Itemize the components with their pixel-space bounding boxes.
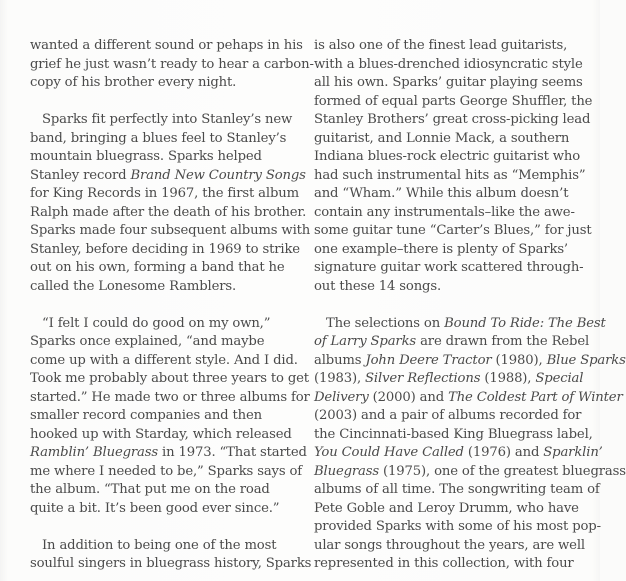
body-text: out on his own, forming a band that he [30, 260, 285, 275]
text-line [30, 352, 300, 371]
paragraph-spacer [30, 518, 300, 537]
body-text: Ralph made after the death of his brother. [30, 204, 307, 220]
body-text: Stanley Brothers’ great cross-picking lead [314, 112, 591, 127]
text-line [314, 167, 584, 186]
text-line [314, 185, 584, 204]
body-text: (2000) and [368, 389, 449, 405]
body-text: formed of equal parts George Shuffler, the [314, 93, 593, 109]
italic-title-text: Sparklin’ [543, 445, 603, 460]
body-text: Indiana blues-rock electric guitarist who [314, 149, 581, 164]
text-line [30, 259, 300, 278]
text-line [314, 148, 584, 167]
text-line [314, 389, 623, 408]
body-text: copy of his brother every night. [30, 75, 237, 90]
text-line [30, 389, 310, 408]
text-line [30, 204, 307, 223]
paragraph [314, 315, 626, 574]
body-text: one example–there is plenty of Sparks’ [314, 241, 568, 257]
text-line [314, 222, 592, 241]
text-line [30, 278, 300, 297]
body-text: soulful singers in bluegrass history, Sparks [30, 556, 312, 571]
text-line [314, 259, 584, 278]
body-text: come up with a different style. And I did. [30, 352, 298, 368]
body-text: had such instrumental hits as “Memphis” [314, 167, 586, 183]
text-line [30, 111, 300, 130]
body-text: (1976) and [463, 445, 544, 460]
text-line [314, 37, 584, 56]
body-text: wanted a different sound or pehaps in his [30, 38, 303, 53]
text-line [314, 130, 584, 149]
text-line [30, 444, 307, 463]
italic-title-text: Special [535, 371, 584, 386]
text-line [314, 241, 584, 260]
body-text: the Cincinnati-based King Bluegrass label, [314, 426, 593, 442]
body-text: (1988), [480, 371, 536, 386]
text-line [30, 74, 300, 93]
text-line [30, 185, 300, 204]
body-text: some guitar tune “Carter’s Blues,” for just [314, 223, 592, 238]
body-text: In addition to being one of the most [42, 537, 277, 553]
body-text: quite a bit. It’s been good ever since.” [30, 500, 280, 516]
text-line [314, 555, 584, 574]
body-text: grief he just wasn’t ready to hear a carbon- [30, 56, 314, 72]
paragraph [30, 37, 314, 93]
text-line [314, 407, 584, 426]
text-line [314, 204, 584, 223]
text-line [314, 370, 584, 389]
body-text: the album. “That put me on the road [30, 482, 270, 497]
text-line [30, 315, 300, 334]
italic-title-text: John Deere Tractor [365, 352, 492, 368]
body-text: for King Records in 1967, the first album [30, 186, 299, 201]
text-line [30, 426, 300, 445]
text-line [314, 333, 590, 352]
body-text: Took me probably about three years to get [30, 371, 309, 386]
italic-title-text: Blue Sparks [546, 352, 626, 368]
body-text: represented in this collection, with four [314, 556, 574, 571]
body-text: mountain bluegrass. Sparks helped [30, 149, 262, 164]
body-text: in 1973. “That started [158, 445, 307, 460]
paragraph [30, 537, 312, 574]
body-text: provided Sparks with some of his most pop- [314, 519, 601, 534]
paragraph-spacer [30, 93, 300, 112]
text-line [314, 315, 606, 334]
text-line [30, 537, 300, 556]
text-line [314, 93, 593, 112]
body-text: albums of all time. The songwriting team of [314, 482, 600, 497]
italic-title-text: Ramblin’ Bluegrass [30, 445, 159, 460]
paragraph [314, 37, 593, 296]
body-text: albums [314, 352, 366, 368]
body-text: (1983), [314, 371, 366, 386]
text-line [30, 37, 303, 56]
text-line [314, 74, 584, 93]
text-line [314, 518, 601, 537]
text-line [30, 463, 303, 482]
body-text: all his own. Sparks’ guitar playing seems [314, 75, 583, 90]
text-line [30, 407, 300, 426]
italic-title-text: The Coldest Part of Winter [448, 389, 623, 405]
right-column [314, 37, 626, 574]
body-text: (1980), [491, 352, 547, 368]
body-text: and “Wham.” While this album doesn’t [314, 186, 569, 201]
text-line [314, 500, 584, 519]
text-line [314, 481, 600, 500]
italic-title-text: of Larry Sparks [314, 334, 417, 349]
paragraph [30, 111, 311, 296]
text-line [30, 130, 300, 149]
body-text: ular songs throughout the years, are well [314, 537, 585, 553]
italic-title-text: Bound To Ride: The Best [444, 315, 606, 331]
text-line [314, 278, 584, 297]
text-line [30, 500, 300, 519]
paragraph-spacer [314, 296, 584, 315]
body-text: Sparks once explained, “and maybe [30, 334, 265, 349]
text-line [30, 333, 300, 352]
text-line [30, 222, 311, 241]
body-text: guitarist, and Lonnie Mack, a southern [314, 130, 570, 146]
body-text: hooked up with Starday, which released [30, 426, 292, 442]
body-text: Stanley, before deciding in 1969 to strike [30, 241, 300, 257]
body-text: The selections on [326, 315, 445, 331]
text-line [314, 111, 591, 130]
text-line [30, 241, 300, 260]
text-line [314, 463, 626, 482]
paragraph [30, 315, 310, 519]
text-line [30, 481, 300, 500]
body-text: (2003) and a pair of albums recorded for [314, 408, 582, 423]
italic-title-text: You Could Have Called [314, 445, 464, 460]
text-line [314, 352, 626, 371]
text-line [30, 555, 312, 574]
body-text: out these 14 songs. [314, 278, 442, 294]
body-text: “I felt I could do good on my own,” [42, 315, 271, 331]
italic-title-text: Silver Reflections [365, 371, 481, 386]
left-column [30, 37, 314, 574]
body-text: Pete Goble and Leroy Drumm, who have [314, 500, 579, 516]
body-text: band, bringing a blues feel to Stanley’s [30, 130, 287, 146]
text-line [314, 426, 593, 445]
body-text: Sparks made four subsequent albums with [30, 223, 311, 238]
body-text: signature guitar work scattered through- [314, 260, 584, 275]
body-text: called the Lonesome Ramblers. [30, 278, 237, 294]
text-line [30, 148, 300, 167]
text-line [314, 537, 584, 556]
body-text: is also one of the finest lead guitarists, [314, 38, 568, 53]
body-text: smaller record companies and then [30, 408, 262, 423]
text-line [30, 370, 309, 389]
text-line [30, 56, 314, 75]
text-line [314, 56, 584, 75]
italic-title-text: Bluegrass [314, 463, 379, 479]
text-line [314, 444, 603, 463]
paragraph-spacer [30, 296, 300, 315]
body-text: Stanley record [30, 167, 131, 183]
body-text: (1975), one of the greatest bluegrass [379, 463, 626, 479]
text-line [30, 167, 306, 186]
body-text: contain any instrumentals–like the awe- [314, 204, 575, 220]
body-text: me where I needed to be,” Sparks says of [30, 463, 303, 479]
italic-title-text: Delivery [314, 389, 369, 405]
body-text: with a blues-drenched idiosyncratic style [314, 56, 583, 72]
italic-title-text: Brand New Country Songs [130, 167, 306, 183]
body-text: Sparks fit perfectly into Stanley’s new [42, 112, 293, 127]
body-text: started.” He made two or three albums for [30, 389, 310, 405]
body-text: are drawn from the Rebel [416, 334, 590, 349]
